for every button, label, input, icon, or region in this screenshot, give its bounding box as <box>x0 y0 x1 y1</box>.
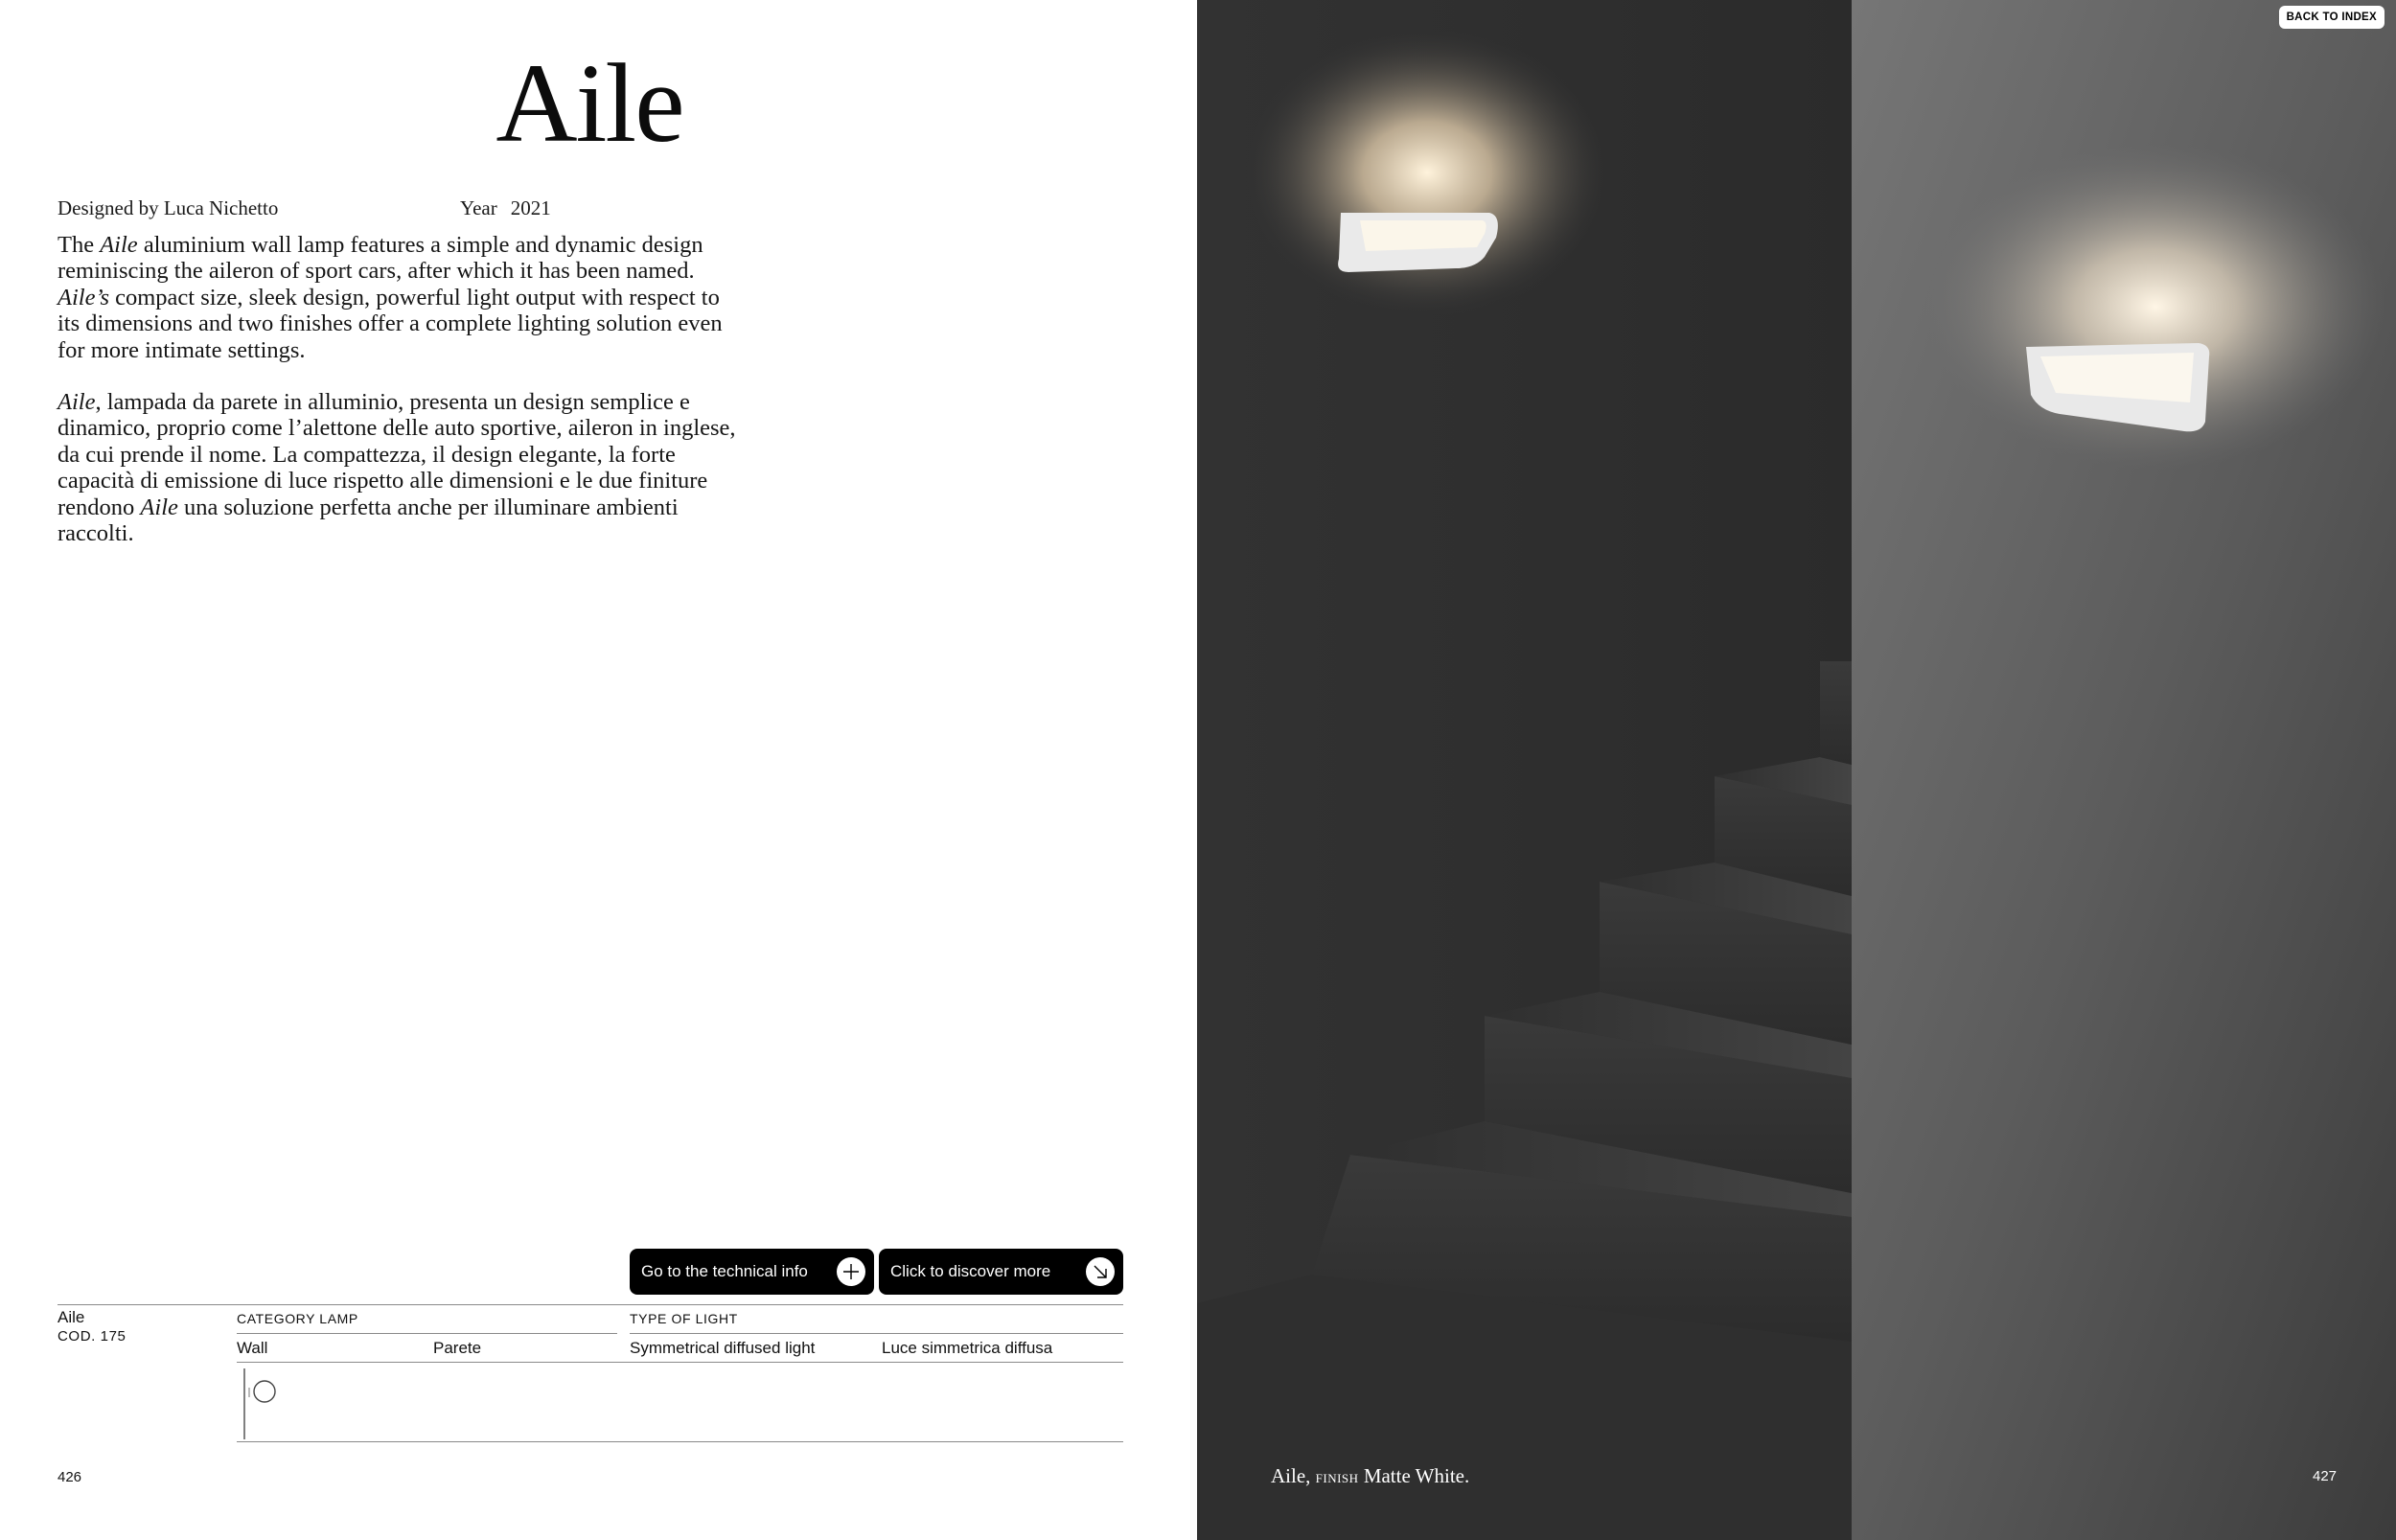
light-type-rule <box>630 1333 1123 1334</box>
desc-it-line: capacità di emissione di luce rispetto alle dimensioni e le due finiture <box>58 468 708 494</box>
desc-en-line: Aile’s compact size, sleek design, powerful light output with respect to <box>58 284 720 310</box>
category-italian: Parete <box>433 1339 482 1357</box>
technical-info-button[interactable] <box>630 1249 874 1295</box>
spec-top-rule <box>58 1304 1123 1305</box>
description-english <box>58 232 757 363</box>
light-type-header: TYPE OF LIGHT <box>630 1311 738 1326</box>
designer-credit: Designed by Luca Nichetto <box>58 196 279 219</box>
discover-more-label: Click to discover more <box>890 1262 1051 1280</box>
desc-en-line: its dimensions and two finishes offer a complete lighting solution even <box>58 310 723 337</box>
category-english: Wall <box>237 1339 268 1357</box>
year-label: Year <box>460 196 497 219</box>
desc-it-line: raccolti. <box>58 520 134 547</box>
category-rule <box>237 1333 617 1334</box>
left-page <box>0 0 1197 1540</box>
desc-it-line: dinamico, proprio come l’alettone delle auto sportive, aileron in inglese, <box>58 415 736 442</box>
discover-more-button[interactable] <box>879 1249 1123 1295</box>
product-photo <box>1197 0 2396 1540</box>
back-to-index-button[interactable]: BACK TO INDEX <box>2279 6 2384 29</box>
spec-product-code: COD. 175 <box>58 1328 127 1345</box>
wall-lamp-1 <box>1338 213 1498 272</box>
left-page-number: 426 <box>58 1469 82 1485</box>
spec-middle-rule <box>237 1362 1123 1363</box>
year-value: 2021 <box>510 196 551 219</box>
photo-caption: Aile, finish Matte White. <box>1271 1464 1470 1487</box>
desc-en-line: The Aile aluminium wall lamp features a simple and dynamic design <box>58 232 703 258</box>
desc-en-line: reminiscing the aileron of sport cars, after which it has been named. <box>58 258 695 285</box>
staircase-scene <box>1197 0 2396 1540</box>
desc-it-line: Aile, lampada da parete in alluminio, presenta un design semplice e <box>58 389 690 415</box>
category-header: CATEGORY LAMP <box>237 1311 358 1326</box>
wall-lamp-icon <box>240 1367 283 1448</box>
product-title: Aile <box>495 40 683 166</box>
plus-icon <box>837 1257 865 1286</box>
description-italian <box>58 389 757 546</box>
desc-en-line: for more intimate settings. <box>58 336 306 363</box>
spec-bottom-rule <box>237 1441 1123 1442</box>
light-type-english: Symmetrical diffused light <box>630 1339 816 1357</box>
desc-it-line: rendono Aile una soluzione perfetta anche per illuminare ambienti <box>58 494 679 520</box>
light-type-italian: Luce simmetrica diffusa <box>882 1339 1053 1357</box>
right-page-number: 427 <box>2313 1468 2338 1484</box>
year-info <box>460 196 551 220</box>
desc-it-line: da cui prende il nome. La compattezza, il design elegante, la forte <box>58 441 676 468</box>
technical-info-label: Go to the technical info <box>641 1262 808 1280</box>
spec-product-name: Aile <box>58 1308 85 1326</box>
arrow-down-right-icon <box>1086 1257 1115 1286</box>
